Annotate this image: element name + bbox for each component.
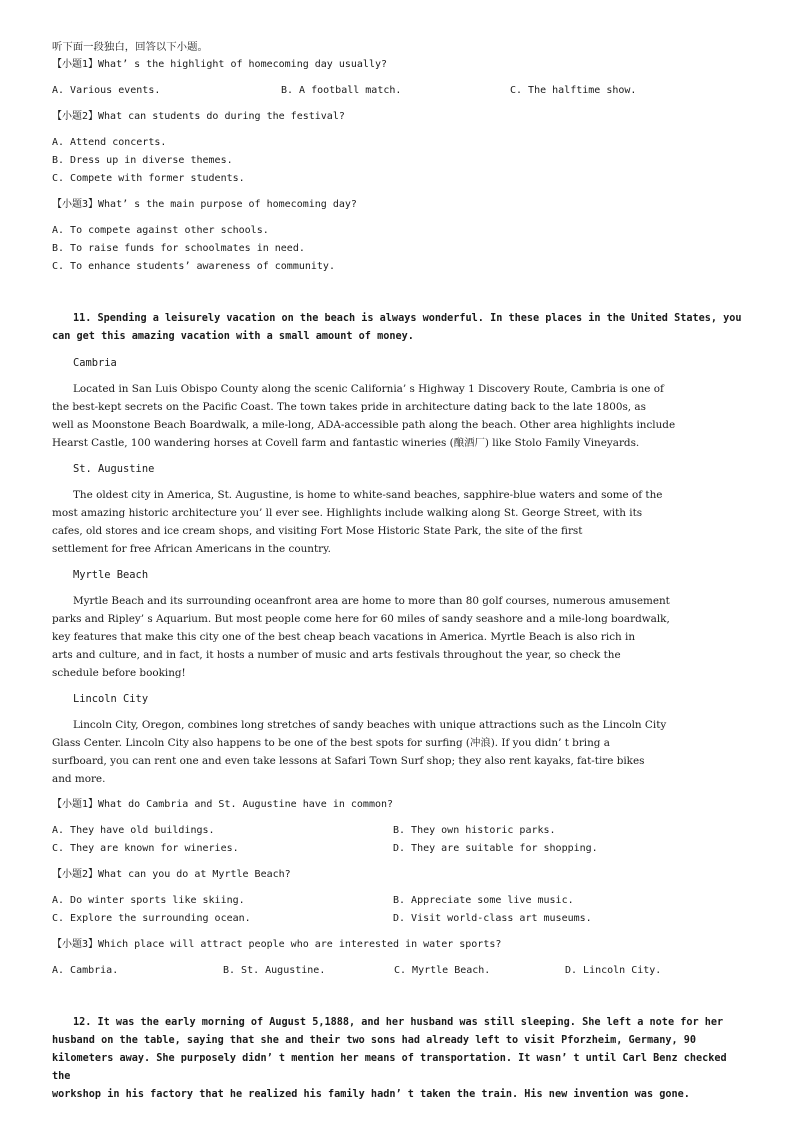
listening-q3-option-b: B. To raise funds for schoolmates in need. xyxy=(52,243,305,254)
myrtle-line-3: key features that make this city one of the best cheap beach vacations in America. Myrtle Beach is also rich in xyxy=(52,631,636,643)
cambria-line-2: the best-kept secrets on the Pacific Coast. The town takes pride in architecture dating back to the late 1800s, as xyxy=(52,401,646,413)
option-a: A. Do winter sports like skiing. xyxy=(52,895,245,906)
cambria-line-1: Located in San Luis Obispo County along the scenic California’ s Highway 1 Discovery Route, Cambria is one of xyxy=(73,383,664,395)
passage11-heading-line1: 11. Spending a leisurely vacation on the beach is always wonderful. In these places in the United States, you xyxy=(73,313,742,324)
listening-q2-option-c: C. Compete with former students. xyxy=(52,173,245,184)
option-b: B. Appreciate some live music. xyxy=(393,895,574,906)
myrtle-line-2: parks and Ripley’ s Aquarium. But most people come here for 60 miles of sandy seashore and a mile-long boardwalk, xyxy=(52,613,670,625)
cambria-line-3: well as Moonstone Beach Boardwalk, a mile-long, ADA-accessible path along the beach. Other area highlights include xyxy=(52,419,676,431)
option-a: A. Various events. xyxy=(52,85,161,96)
passage12-line-2: husband on the table, saying that she and their two sons had already left to visit Pforzheim, Germany, 90 xyxy=(52,1035,697,1046)
listening-intro: 听下面一段独白，回答以下小题。 xyxy=(52,41,208,53)
option-a: A. Cambria. xyxy=(52,965,119,976)
section-title-st-augustine: St. Augustine xyxy=(73,463,155,475)
passage11-q1-stem: 【小题1】What do Cambria and St. Augustine have in common? xyxy=(52,799,394,810)
listening-q2-option-a: A. Attend concerts. xyxy=(52,137,167,148)
listening-q2-option-b: B. Dress up in diverse themes. xyxy=(52,155,233,166)
option-b: B. They own historic parks. xyxy=(393,825,556,836)
passage11-heading-line2: can get this amazing vacation with a small amount of money. xyxy=(52,331,414,342)
passage11-q2-stem: 【小题2】What can you do at Myrtle Beach? xyxy=(52,869,291,880)
option-d: D. Lincoln City. xyxy=(565,965,662,976)
section-title-cambria: Cambria xyxy=(73,357,117,369)
passage12-line-1: 12. It was the early morning of August 5,1888, and her husband was still sleeping. She left a note for her xyxy=(73,1017,724,1028)
passage11-q1-options-row1 xyxy=(52,822,742,840)
lincoln-line-2: Glass Center. Lincoln City also happens to be one of the best spots for surfing (冲浪). If you didn’ t bring a xyxy=(52,737,610,749)
document-page xyxy=(52,38,742,1104)
listening-q3-stem: 【小题3】What’ s the main purpose of homecoming day? xyxy=(52,199,357,210)
option-b: B. A football match. xyxy=(281,85,402,96)
passage11-q3-options xyxy=(52,962,742,980)
option-d: D. They are suitable for shopping. xyxy=(393,843,598,854)
passage11-q2-options-row1 xyxy=(52,892,742,910)
cambria-line-4: Hearst Castle, 100 wandering horses at Covell farm and fantastic wineries (酿酒厂) like Stolo Family Vineyards. xyxy=(52,437,640,449)
lincoln-line-1: Lincoln City, Oregon, combines long stretches of sandy beaches with unique attractions such as the Lincoln City xyxy=(73,719,667,731)
option-a: A. They have old buildings. xyxy=(52,825,215,836)
option-c: C. The halftime show. xyxy=(510,85,637,96)
staugustine-line-1: The oldest city in America, St. Augustine, is home to white-sand beaches, sapphire-blue waters and some of the xyxy=(73,489,663,501)
staugustine-line-4: settlement for free African Americans in the country. xyxy=(52,543,331,555)
passage11-q2-options-row2 xyxy=(52,910,742,928)
option-c: C. They are known for wineries. xyxy=(52,843,239,854)
option-c: C. Myrtle Beach. xyxy=(394,965,491,976)
passage11-q3-stem: 【小题3】Which place will attract people who are interested in water sports? xyxy=(52,939,502,950)
section-title-myrtle-beach: Myrtle Beach xyxy=(73,569,149,581)
option-b: B. St. Augustine. xyxy=(223,965,326,976)
section-title-lincoln-city: Lincoln City xyxy=(73,693,149,705)
staugustine-line-3: cafes, old stores and ice cream shops, and visiting Fort Mose Historic State Park, the site of the first xyxy=(52,525,583,537)
myrtle-line-5: schedule before booking! xyxy=(52,667,186,679)
myrtle-line-1: Myrtle Beach and its surrounding oceanfront area are home to more than 80 golf courses, numerous amusement xyxy=(73,595,670,607)
option-d: D. Visit world-class art museums. xyxy=(393,913,592,924)
listening-q2-stem: 【小题2】What can students do during the festival? xyxy=(52,111,345,122)
lincoln-line-4: and more. xyxy=(52,773,106,785)
option-c: C. Explore the surrounding ocean. xyxy=(52,913,251,924)
lincoln-line-3: surfboard, you can rent one and even take lessons at Safari Town Surf shop; they also rent kayaks, fat-tire bikes xyxy=(52,755,645,767)
staugustine-line-2: most amazing historic architecture you’ ll ever see. Highlights include walking along St. George Street, with its xyxy=(52,507,643,519)
listening-q1-options xyxy=(52,82,742,100)
listening-q3-option-c: C. To enhance students’ awareness of community. xyxy=(52,261,335,272)
listening-q3-option-a: A. To compete against other schools. xyxy=(52,225,269,236)
myrtle-line-4: arts and culture, and in fact, it hosts a number of music and arts festivals throughout the year, so check the xyxy=(52,649,621,661)
listening-q1-stem: 【小题1】What’ s the highlight of homecoming day usually? xyxy=(52,59,388,70)
passage12-line-4: workshop in his factory that he realized his family hadn’ t taken the train. His new invention was gone. xyxy=(52,1089,690,1100)
passage11-q1-options-row2 xyxy=(52,840,742,858)
passage12-line-3: kilometers away. She purposely didn’ t mention her means of transportation. It wasn’ t until Carl Benz checked the xyxy=(52,1053,727,1082)
